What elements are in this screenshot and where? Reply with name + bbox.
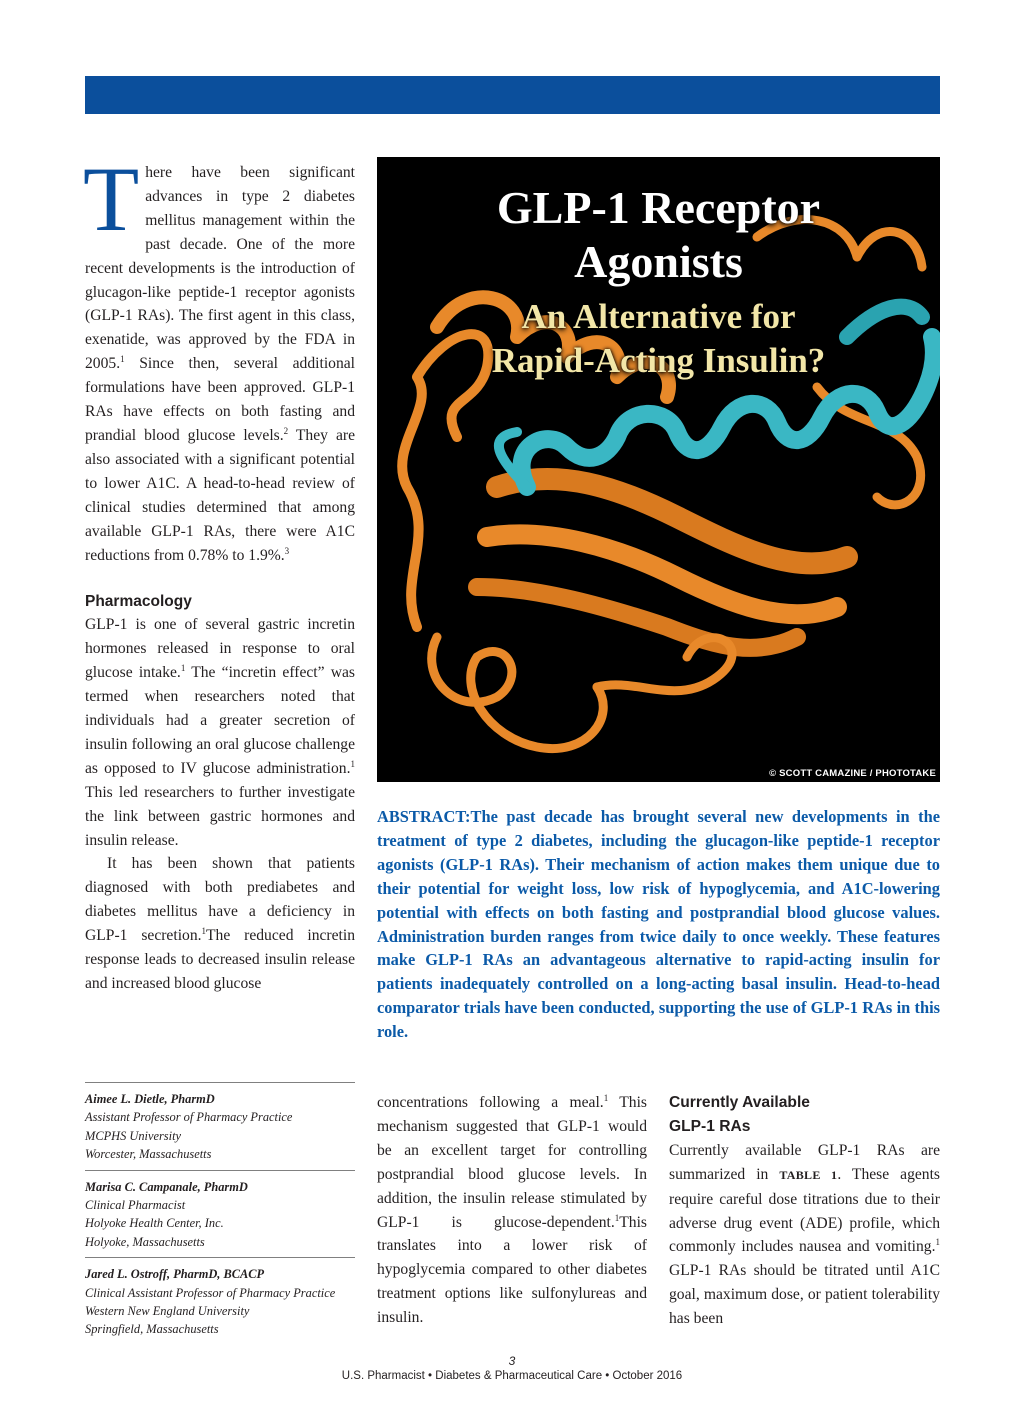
table-reference: TABLE 1 — [779, 1167, 838, 1182]
reference-2: 2 — [283, 425, 289, 436]
reference-3: 3 — [284, 545, 290, 556]
author-entry: Marisa C. Campanale, PharmD Clinical Pharmacist Holyoke Health Center, Inc. Holyoke, Massachusetts — [85, 1171, 355, 1259]
drop-cap: T — [83, 148, 140, 250]
hero-subtitle: An Alternative for Rapid-Acting Insulin? — [491, 297, 826, 380]
intro-paragraph: There have been significant advances in type 2 diabetes mellitus management within the past decade. One of the more recent developments is the introduction of glucagon-like peptide-1 receptor agonists (GLP-1 RAs). The first agent in this class, exenatide, was approved by the FDA in 2005.$^1$ Since then, several additional formulations have been approved. GLP-1 RAs have effects on both fasting and prandial blood glucose levels.$^2$ They are also associated with a significant potential to lower A1C. A head-to-head review of clinical studies determined that among available GLP-1 RAs, there were A1C reductions from 0.78% to 1.9%.$^3$ — [83, 148, 355, 564]
pharmacology-paragraph-2-continued: concentrations following a meal.$^1$ This mechanism suggested that GLP-1 would be an excellent target for controlling postprandial blood glucose levels. In addition, the insulin release stimulated by GLP-1 is glucose-dependent.$^1$This translates into a lower risk of hypoglycemia compared to other diabetes treatment options like sulfonylureas and insulin. — [377, 1093, 647, 1327]
protein-strand — [477, 587, 797, 648]
hero-image — [377, 157, 940, 782]
reference-1: 1 — [120, 354, 125, 365]
photo-credit: © SCOTT CAMAZINE / PHOTOTAKE — [769, 768, 936, 779]
author-list — [85, 1082, 355, 1345]
author-entry: Aimee L. Dietle, PharmD Assistant Professor of Pharmacy Practice MCPHS University Worcester, Massachusetts — [85, 1083, 355, 1171]
page-number: 3 — [508, 1354, 516, 1368]
right-column — [669, 1091, 940, 1331]
header-color-bar — [85, 76, 940, 114]
abstract-label: ABSTRACT: — [377, 807, 471, 826]
middle-column — [377, 1091, 647, 1330]
available-agents-paragraph: Currently available GLP-1 RAs are summarized in TABLE 1. These agents require careful dose titrations due to their adverse drug event (ADE) profile, which commonly includes nausea and vomiting.$^1$ GLP-1 RAs should be titrated until A1C goal, maximum dose, or patient tolerability has been — [669, 1141, 940, 1328]
abstract-text: The past decade has brought several new developments in the treatment of type 2 diabetes, including the glucagon-like peptide-1 receptor agonists (GLP-1 RAs). Their mechanism of action makes them unique due to their potential for weight loss, low risk of hypoglycemia, and A1C-lowering potential with effects on both fasting and postprandial blood glucose values. Administration burden ranges from twice daily to once weekly. These features make GLP-1 RAs an advantageous alternative to rapid-acting insulin for patients inadequately controlled on a long-acting basal insulin. Head-to-head comparator trials have been conducted, supporting the use of GLP-1 RAs in this role. — [377, 807, 940, 1042]
available-agents-heading: Currently Available GLP-1 RAs — [669, 1094, 810, 1135]
abstract — [377, 805, 940, 1044]
protein-strand — [497, 479, 847, 564]
pharmacology-heading: Pharmacology — [85, 593, 192, 611]
pharmacology-paragraph-1: GLP-1 is one of several gastric incretin hormones released in response to oral glucose intake.$^1$ The “incretin effect” was termed when researchers noted that individuals had a greater secretion of insulin following an oral glucose challenge as opposed to IV glucose administration.$^1$ This led researchers to further investigate the link between gastric hormones and insulin release. — [85, 616, 355, 849]
author-entry: Jared L. Ostroff, PharmD, BCACP Clinical Assistant Professor of Pharmacy Practice Western New England University Springfield, Massachusetts — [85, 1267, 336, 1337]
protein-strand — [487, 534, 837, 614]
hero-title: GLP-1 Receptor Agonists — [496, 182, 821, 287]
protein-strand — [432, 637, 604, 749]
journal-footer: U.S. Pharmacist • Diabetes & Pharmaceutical Care • October 2016 — [341, 1370, 683, 1382]
left-column — [83, 148, 355, 996]
pharmacology-paragraph-2: It has been shown that patients diagnosed with both prediabetes and diabetes mellitus have a deficiency in GLP-1 secretion.$^1$The reduced incretin response leads to decreased insulin release and increased blood glucose — [85, 855, 355, 992]
